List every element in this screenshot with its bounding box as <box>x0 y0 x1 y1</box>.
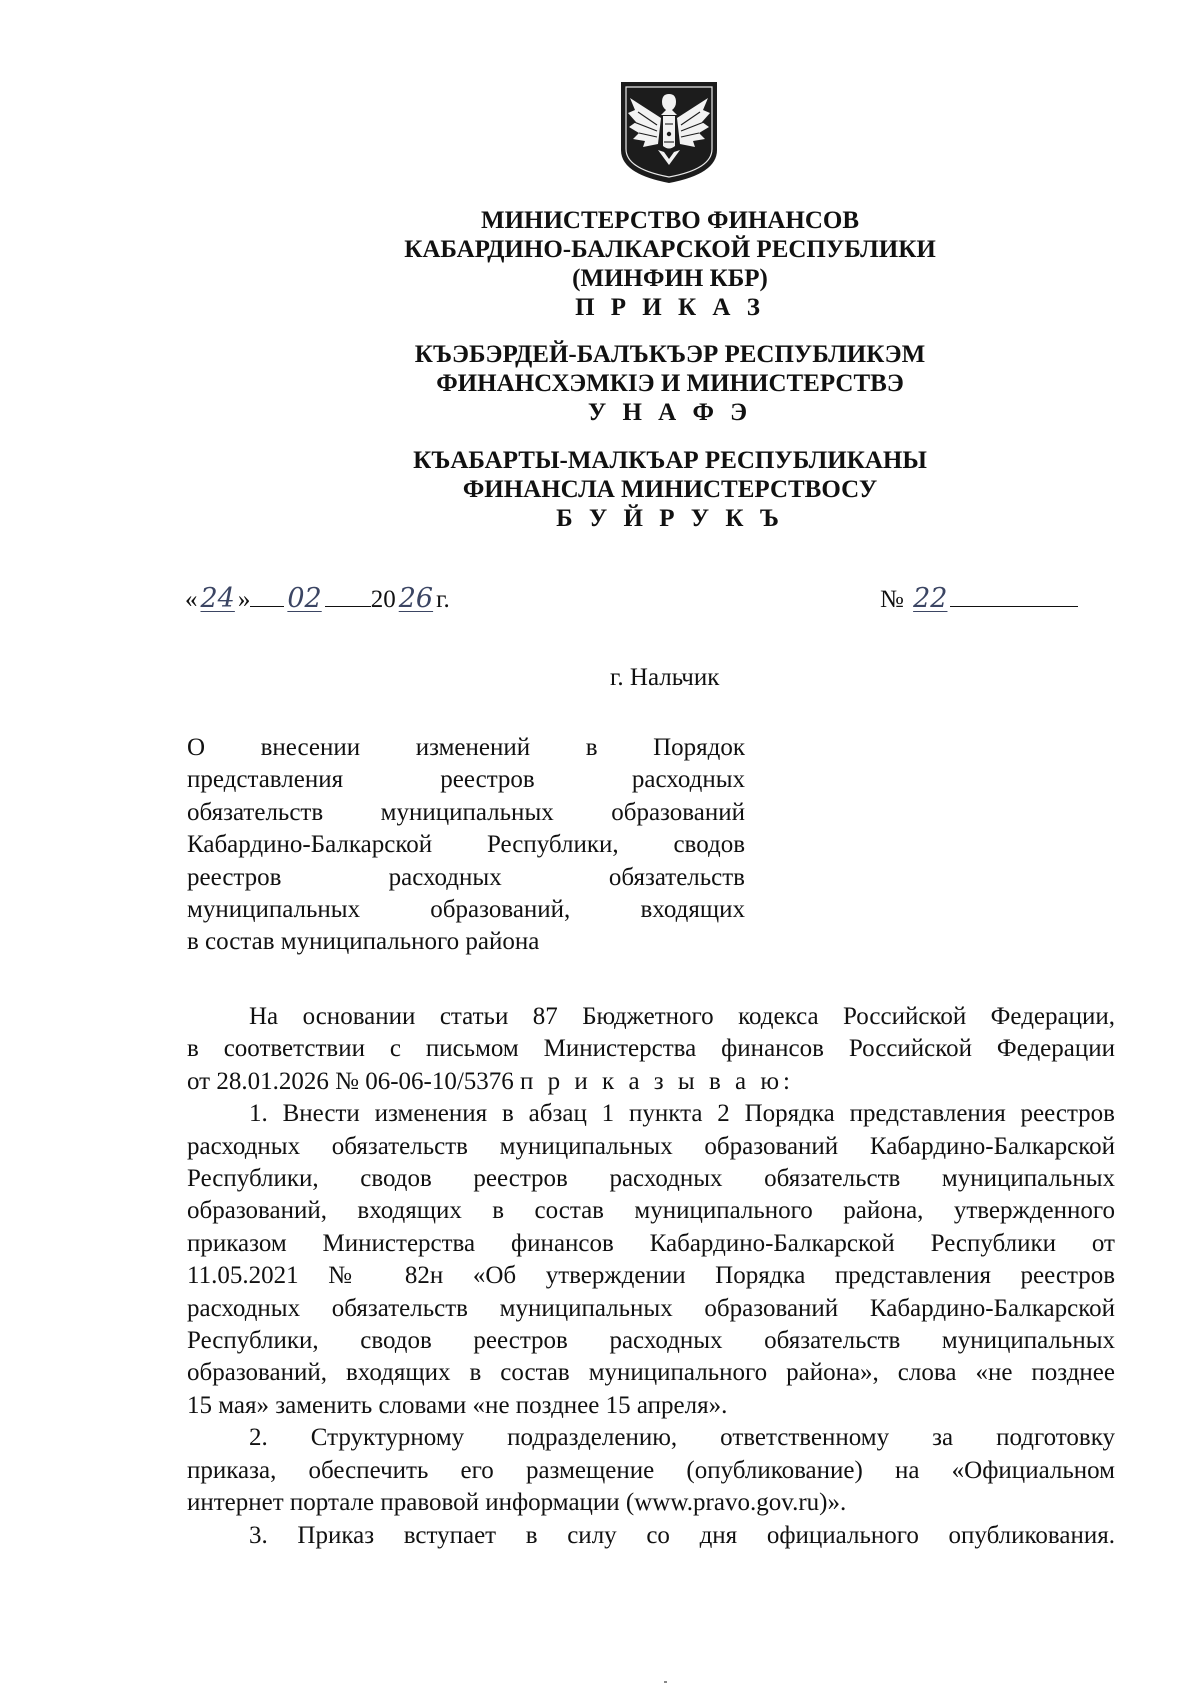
preamble-reference: от 28.01.2026 № 06-06-10/5376 <box>187 1067 514 1095</box>
kbr-coat-of-arms-eagle-icon <box>617 80 721 184</box>
coat-of-arms-emblem <box>617 80 721 184</box>
item-1-line: 15 мая» заменить словами «не позднее 15 апреля». <box>187 1391 728 1419</box>
subject-line: О внесении изменений в Порядок <box>187 734 745 761</box>
item-1-line: Республики, сводов реестров расходных обязательств муниципальных <box>187 1165 1115 1193</box>
subject-line: реестров расходных обязательств <box>187 863 745 891</box>
number-blank-line <box>950 580 1078 607</box>
header-karachay-balkar <box>300 446 1040 533</box>
order-body <box>187 1001 1115 1552</box>
preamble-line-last <box>187 1066 1115 1098</box>
item-1-line: 11.05.2021 № 82н «Об утверждении Порядка представления реестров <box>187 1262 1115 1290</box>
preamble-line: в соответствии с письмом Министерства финансов Российской Федерации <box>187 1035 1115 1063</box>
item-1-line: расходных обязательств муниципальных образований Кабардино-Балкарской <box>187 1132 1115 1160</box>
header-ministry-line: МИНИСТЕРСТВО ФИНАНСОВ <box>480 207 860 234</box>
subject-line: Кабардино-Балкарской Республики, сводов <box>187 831 745 859</box>
order-number <box>880 580 1078 615</box>
header-russian <box>300 206 1040 322</box>
subject-line: муниципальных образований, входящих <box>187 896 745 924</box>
item-1-line: Республики, сводов реестров расходных обязательств муниципальных <box>187 1327 1115 1355</box>
date-month-handwritten: 02 <box>287 583 322 614</box>
item-3-line: 3. Приказ вступает в силу со дня официального опубликования. <box>249 1521 1115 1549</box>
header-kabardian <box>300 340 1040 427</box>
date-day-handwritten: 24 <box>200 583 235 614</box>
header-republic-line: КАБАРДИНО-БАЛКАРСКОЙ РЕСПУБЛИКИ <box>404 236 936 263</box>
subject-line: обязательств муниципальных образований <box>187 798 745 826</box>
header-kabardian-line-1: КЪЭБЭРДЕЙ-БАЛЪКЪЭР РЕСПУБЛИКЭМ <box>414 341 926 368</box>
item-2-line: 2. Структурному подразделению, ответственному за подготовку <box>249 1424 1115 1452</box>
subject-line: представления реестров расходных <box>187 766 745 794</box>
header-karachay-balkar-line-2: ФИНАНСЛА МИНИСТЕРСТВОСУ <box>462 476 878 503</box>
item-1-line: образований, входящих в состав муниципального района, утвержденного <box>187 1197 1115 1225</box>
date-blank-left <box>250 580 284 607</box>
order-subject <box>187 732 745 959</box>
preamble-line: На основании статьи 87 Бюджетного кодекса Российской Федерации, <box>249 1003 1115 1030</box>
header-karachay-balkar-line-1: КЪАБАРТЫ-МАЛКЪАР РЕСПУБЛИКАНЫ <box>413 447 927 474</box>
number-label: № <box>880 586 904 613</box>
scan-dot-mark <box>664 1681 667 1683</box>
item-2-line: интернет портале правовой информации (www.pravo.gov.ru)». <box>187 1489 847 1517</box>
header-kabardian-line-2: ФИНАНСХЭМКIЭ И МИНИСТЕРСТВЭ <box>436 370 904 397</box>
item-1-line: приказом Министерства финансов Кабардино-Балкарской Республики от <box>187 1229 1115 1257</box>
order-date <box>185 580 450 615</box>
number-value-handwritten: 22 <box>913 583 948 614</box>
date-open-quote: « <box>185 586 198 613</box>
header-kabardian-order-word: У Н А Ф Э <box>587 399 753 426</box>
item-1-line: 1. Внести изменения в абзац 1 пункта 2 Порядка представления реестров <box>249 1100 1115 1128</box>
item-1-line: образований, входящих в состав муниципального района», слова «не позднее <box>187 1359 1115 1387</box>
item-2-line: приказа, обеспечить его размещение (опубликование) на «Официальном <box>187 1456 1115 1484</box>
header-abbreviation-line: (МИНФИН КБР) <box>572 265 768 292</box>
date-year-prefix: 20 <box>370 586 396 613</box>
date-year-unit: г. <box>436 586 450 613</box>
subject-line: в состав муниципального района <box>187 928 540 956</box>
date-close-quote: » <box>237 586 251 613</box>
item-1-line: расходных обязательств муниципальных образований Кабардино-Балкарской <box>187 1294 1115 1322</box>
city-name: г. Нальчик <box>610 664 720 691</box>
header-karachay-balkar-order-word: Б У Й Р У К Ъ <box>556 505 784 532</box>
date-year-handwritten: 26 <box>398 583 434 614</box>
header-order-word: П Р И К А З <box>575 294 765 321</box>
order-directive-word: п р и к а з ы в а ю: <box>520 1067 794 1095</box>
date-blank-right <box>325 580 371 607</box>
